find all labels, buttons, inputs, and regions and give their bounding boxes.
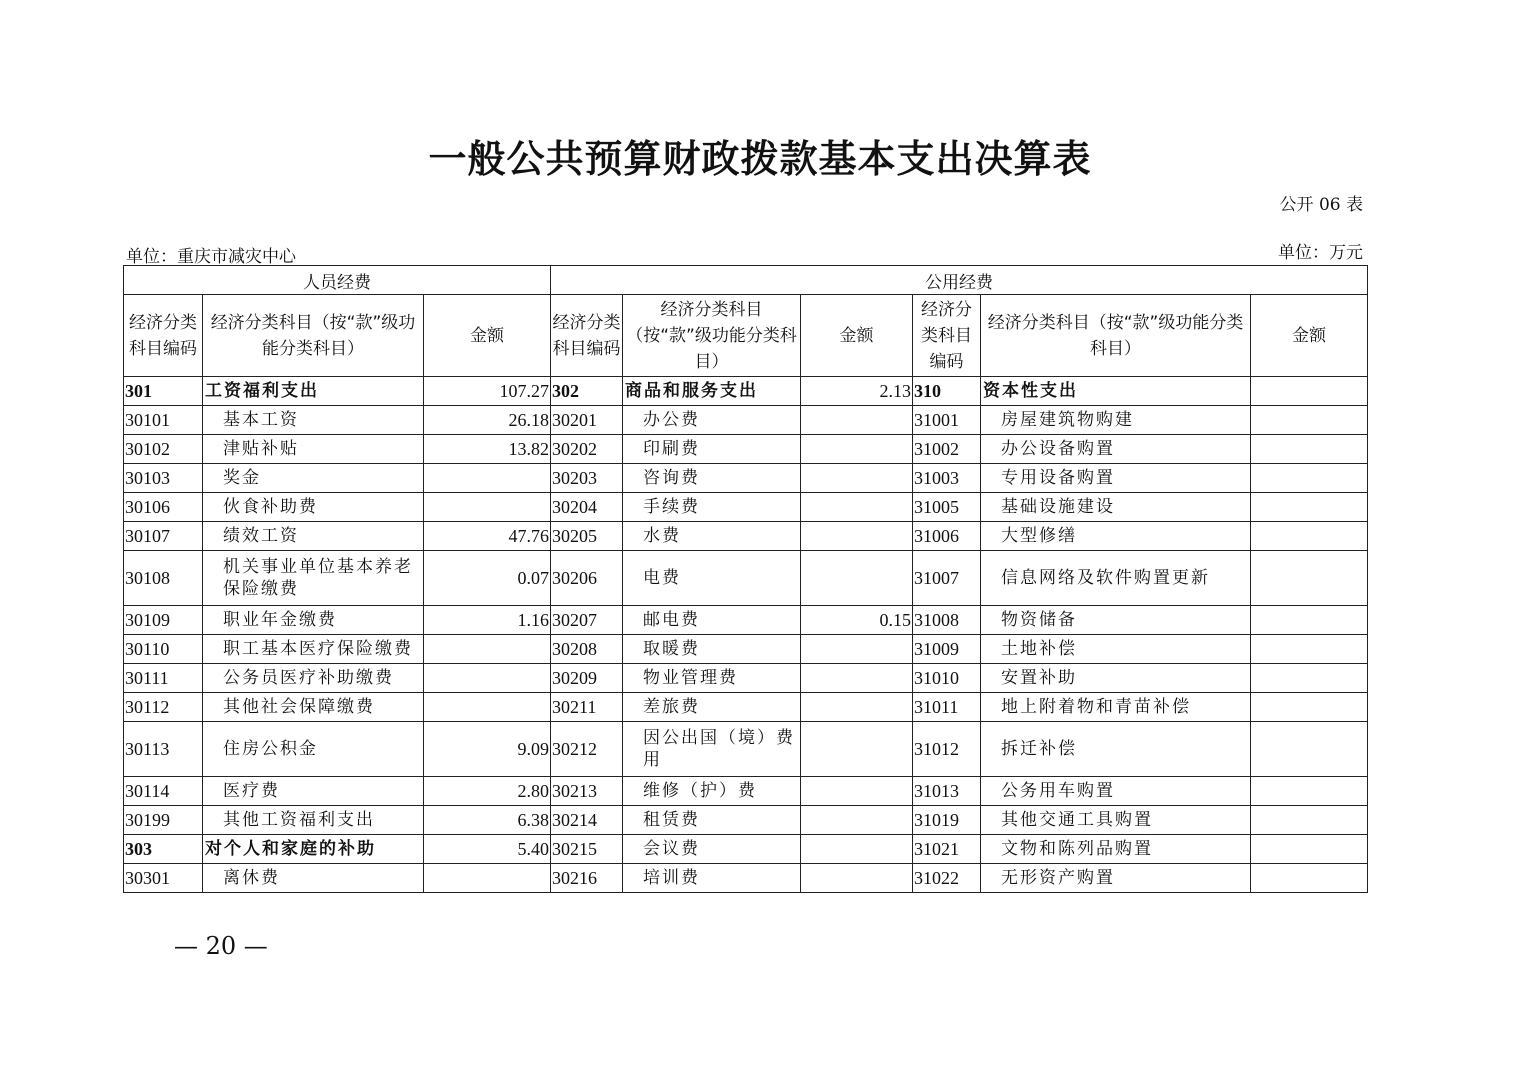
cell-code: 31006 [913,522,981,551]
cell-code: 30110 [124,635,203,664]
cell-code: 310 [913,377,981,406]
cell-code: 30114 [124,777,203,806]
cell-amount: 0.15 [801,606,913,635]
cell-code: 31013 [913,777,981,806]
cell-name: 离休费 [203,864,424,893]
cell-amount [1251,606,1368,635]
cell-amount [801,693,913,722]
cell-name: 基础设施建设 [981,493,1251,522]
cell-name: 拆迁补偿 [981,722,1251,777]
cell-amount [801,777,913,806]
cell-amount [801,406,913,435]
cell-code: 30215 [551,835,623,864]
cell-name: 津贴补贴 [203,435,424,464]
cell-name: 文物和陈列品购置 [981,835,1251,864]
page-number: — 20 — [174,932,268,960]
page-title: 一般公共预算财政拨款基本支出决算表 [428,136,1092,181]
cell-name: 水费 [623,522,801,551]
cell-amount [1251,377,1368,406]
column-header-code: 经济分类科目编码 [124,295,203,377]
cell-amount: 2.13 [801,377,913,406]
cell-name: 地上附着物和青苗补偿 [981,693,1251,722]
cell-code: 31019 [913,806,981,835]
cell-code: 31022 [913,864,981,893]
cell-name: 工资福利支出 [203,377,424,406]
table-row [124,606,1368,635]
cell-name: 奖金 [203,464,424,493]
cell-name: 邮电费 [623,606,801,635]
cell-code: 31007 [913,551,981,606]
cell-name: 因公出国（境）费用 [623,722,801,777]
cell-code: 30214 [551,806,623,835]
cell-code: 31010 [913,664,981,693]
cell-name: 办公设备购置 [981,435,1251,464]
cell-name: 绩效工资 [203,522,424,551]
cell-code: 30211 [551,693,623,722]
cell-name: 差旅费 [623,693,801,722]
cell-amount [1251,693,1368,722]
cell-name: 印刷费 [623,435,801,464]
cell-amount [801,864,913,893]
cell-name: 对个人和家庭的补助 [203,835,424,864]
cell-code: 30213 [551,777,623,806]
cell-code: 30205 [551,522,623,551]
cell-amount [1251,522,1368,551]
column-header-code: 经济分类科目编码 [551,295,623,377]
cell-name: 会议费 [623,835,801,864]
group-header-personnel: 人员经费 [124,266,551,295]
column-header-name: 经济分类科目（按“款”级功能分类科目） [981,295,1251,377]
column-header-name: 经济分类科目（按“款”级功能分类科目） [203,295,424,377]
cell-code: 30203 [551,464,623,493]
cell-amount [801,493,913,522]
cell-code: 30106 [124,493,203,522]
table-row [124,864,1368,893]
cell-amount [424,693,551,722]
cell-amount: 107.27 [424,377,551,406]
cell-amount [801,551,913,606]
cell-name: 其他交通工具购置 [981,806,1251,835]
cell-name: 其他社会保障缴费 [203,693,424,722]
cell-name: 办公费 [623,406,801,435]
cell-code: 30102 [124,435,203,464]
table-row [124,522,1368,551]
cell-amount: 13.82 [424,435,551,464]
cell-amount: 1.16 [424,606,551,635]
cell-amount [424,464,551,493]
cell-amount [801,664,913,693]
cell-code: 30206 [551,551,623,606]
cell-name: 机关事业单位基本养老保险缴费 [203,551,424,606]
cell-code: 30108 [124,551,203,606]
cell-name: 大型修缮 [981,522,1251,551]
cell-name: 手续费 [623,493,801,522]
form-number: 公开 06 表 [1279,195,1363,215]
cell-name: 其他工资福利支出 [203,806,424,835]
cell-name: 维修（护）费 [623,777,801,806]
cell-amount [1251,664,1368,693]
cell-name: 取暖费 [623,635,801,664]
cell-amount [1251,435,1368,464]
cell-amount [801,635,913,664]
cell-name: 电费 [623,551,801,606]
table-row [124,406,1368,435]
cell-code: 30207 [551,606,623,635]
cell-name: 资本性支出 [981,377,1251,406]
cell-code: 30204 [551,493,623,522]
cell-code: 31011 [913,693,981,722]
unit-currency: 单位：万元 [1278,243,1363,263]
expenditure-table [123,265,1368,893]
cell-code: 30107 [124,522,203,551]
table-row [124,493,1368,522]
table-row [124,777,1368,806]
cell-code: 30199 [124,806,203,835]
table-row [124,464,1368,493]
cell-code: 31021 [913,835,981,864]
cell-amount [1251,864,1368,893]
cell-amount [801,806,913,835]
cell-name: 房屋建筑物购建 [981,406,1251,435]
cell-amount [424,664,551,693]
cell-amount: 9.09 [424,722,551,777]
cell-amount: 47.76 [424,522,551,551]
cell-amount [1251,777,1368,806]
cell-name: 基本工资 [203,406,424,435]
cell-code: 31012 [913,722,981,777]
cell-amount [1251,722,1368,777]
cell-code: 30202 [551,435,623,464]
cell-name: 土地补偿 [981,635,1251,664]
cell-name: 职工基本医疗保险缴费 [203,635,424,664]
cell-amount [1251,493,1368,522]
column-header-amount: 金额 [424,295,551,377]
cell-code: 30301 [124,864,203,893]
cell-code: 30112 [124,693,203,722]
cell-code: 30109 [124,606,203,635]
cell-name: 伙食补助费 [203,493,424,522]
cell-code: 30111 [124,664,203,693]
cell-name: 信息网络及软件购置更新 [981,551,1251,606]
cell-name: 租赁费 [623,806,801,835]
cell-code: 31003 [913,464,981,493]
cell-code: 30208 [551,635,623,664]
cell-code: 30113 [124,722,203,777]
group-header-public: 公用经费 [551,266,1368,295]
cell-name: 安置补助 [981,664,1251,693]
cell-amount [424,864,551,893]
cell-code: 30101 [124,406,203,435]
cell-code: 31002 [913,435,981,464]
cell-name: 住房公积金 [203,722,424,777]
table-row [124,693,1368,722]
table-row [124,435,1368,464]
table-row [124,635,1368,664]
cell-code: 30103 [124,464,203,493]
cell-amount [801,522,913,551]
cell-name: 商品和服务支出 [623,377,801,406]
cell-amount [1251,835,1368,864]
cell-code: 303 [124,835,203,864]
cell-amount: 5.40 [424,835,551,864]
cell-name: 职业年金缴费 [203,606,424,635]
column-header-code: 经济分类科目编码 [913,295,981,377]
cell-code: 31005 [913,493,981,522]
cell-name: 无形资产购置 [981,864,1251,893]
table-row [124,806,1368,835]
cell-code: 30216 [551,864,623,893]
cell-amount [801,435,913,464]
cell-amount [424,493,551,522]
cell-amount: 6.38 [424,806,551,835]
cell-amount [801,835,913,864]
unit-organization: 单位：重庆市减灾中心 [126,247,296,267]
table-row [124,551,1368,606]
cell-code: 301 [124,377,203,406]
cell-amount: 2.80 [424,777,551,806]
cell-name: 物资储备 [981,606,1251,635]
table-row [124,664,1368,693]
cell-name: 医疗费 [203,777,424,806]
column-header-amount: 金额 [1251,295,1368,377]
cell-amount: 26.18 [424,406,551,435]
cell-amount [801,464,913,493]
table-row [124,377,1368,406]
cell-amount [1251,406,1368,435]
cell-name: 咨询费 [623,464,801,493]
cell-amount [1251,464,1368,493]
cell-code: 31009 [913,635,981,664]
cell-name: 公务用车购置 [981,777,1251,806]
column-header-name: 经济分类科目（按“款”级功能分类科目） [623,295,801,377]
table-row [124,835,1368,864]
cell-code: 30209 [551,664,623,693]
cell-amount [1251,551,1368,606]
cell-amount [424,635,551,664]
cell-code: 31008 [913,606,981,635]
table-row [124,722,1368,777]
cell-name: 公务员医疗补助缴费 [203,664,424,693]
column-header-amount: 金额 [801,295,913,377]
cell-code: 31001 [913,406,981,435]
cell-amount: 0.07 [424,551,551,606]
cell-amount [1251,806,1368,835]
cell-name: 培训费 [623,864,801,893]
cell-amount [1251,635,1368,664]
cell-name: 物业管理费 [623,664,801,693]
cell-code: 30212 [551,722,623,777]
cell-code: 302 [551,377,623,406]
cell-name: 专用设备购置 [981,464,1251,493]
cell-amount [801,722,913,777]
cell-code: 30201 [551,406,623,435]
